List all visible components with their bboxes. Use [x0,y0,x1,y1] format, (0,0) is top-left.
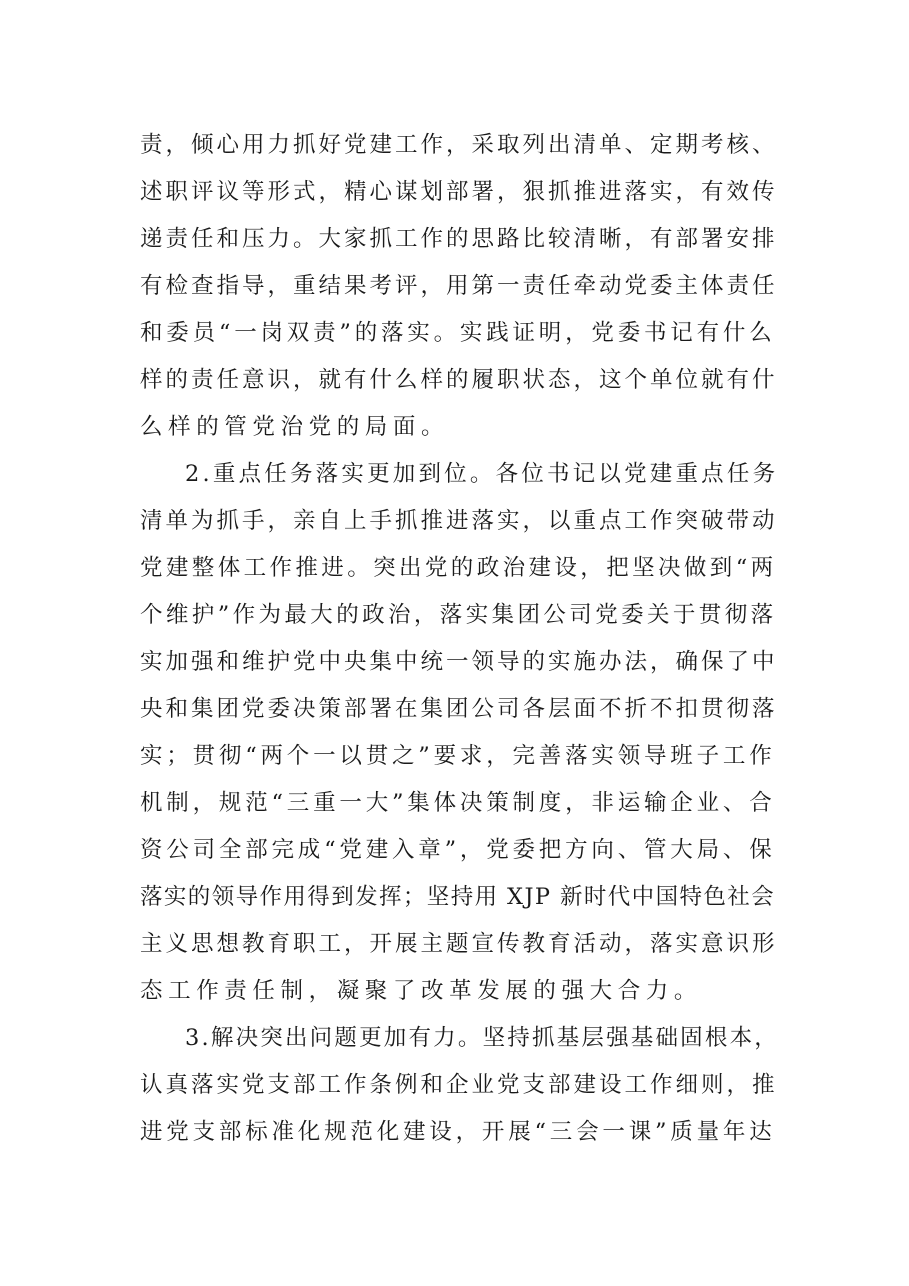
paragraph-1-continuation [140,122,780,451]
text-line: 央和集团党委决策部署在集团公司各层面不折不扣贯彻落 [140,696,778,722]
document-body [140,122,780,1156]
text-line: 递责任和压力。大家抓工作的思路比较清晰，有部署安排 [140,226,778,252]
text-line: 认真落实党支部工作条例和企业党支部建设工作细则，推 [140,1072,778,1098]
text-line: 资公司全部完成“党建入章”，党委把方向、管大局、保 [140,837,776,863]
text-line-first: 3.解决突出问题更加有力。坚持抓基层强基础固根本， [185,1025,779,1051]
text-line-first: 2.重点任务落实更加到位。各位书记以党建重点任务 [185,461,779,487]
text-line: 实；贯彻“两个一以贯之”要求，完善落实领导班子工作 [140,743,776,769]
paragraph-3 [140,1015,780,1156]
text-line: 述职评议等形式，精心谋划部署，狠抓推进落实，有效传 [140,179,778,205]
text-line: 态工作责任制，凝聚了改革发展的强大合力。 [140,978,703,1004]
text-line: 进党支部标准化规范化建设，开展“三会一课”质量年达 [140,1119,776,1145]
text-line: 么样的管党治党的局面。 [140,414,450,440]
text-line: 主义思想教育职工，开展主题宣传教育活动，落实意识形 [140,931,778,957]
text-line: 有检查指导，重结果考评，用第一责任牵动党委主体责任 [140,273,778,299]
text-line: 和委员“一岗双责”的落实。实践证明，党委书记有什么 [140,320,776,346]
paragraph-2 [140,451,780,1015]
text-line: 个维护”作为最大的政治，落实集团公司党委关于贯彻落 [140,602,777,628]
text-line: 实加强和维护党中央集中统一领导的实施办法，确保了中 [140,649,778,675]
text-line: 落实的领导作用得到发挥；坚持用 XJP 新时代中国特色社会 [140,884,776,910]
text-line: 机制，规范“三重一大”集体决策制度，非运输企业、合 [140,790,776,816]
text-line: 责，倾心用力抓好党建工作，采取列出清单、定期考核、 [140,132,778,158]
text-line: 党建整体工作推进。突出党的政治建设，把坚决做到“两 [140,555,777,581]
text-line: 样的责任意识，就有什么样的履职状态，这个单位就有什 [140,367,778,393]
text-line: 清单为抓手，亲自上手抓推进落实，以重点工作突破带动 [140,508,778,534]
